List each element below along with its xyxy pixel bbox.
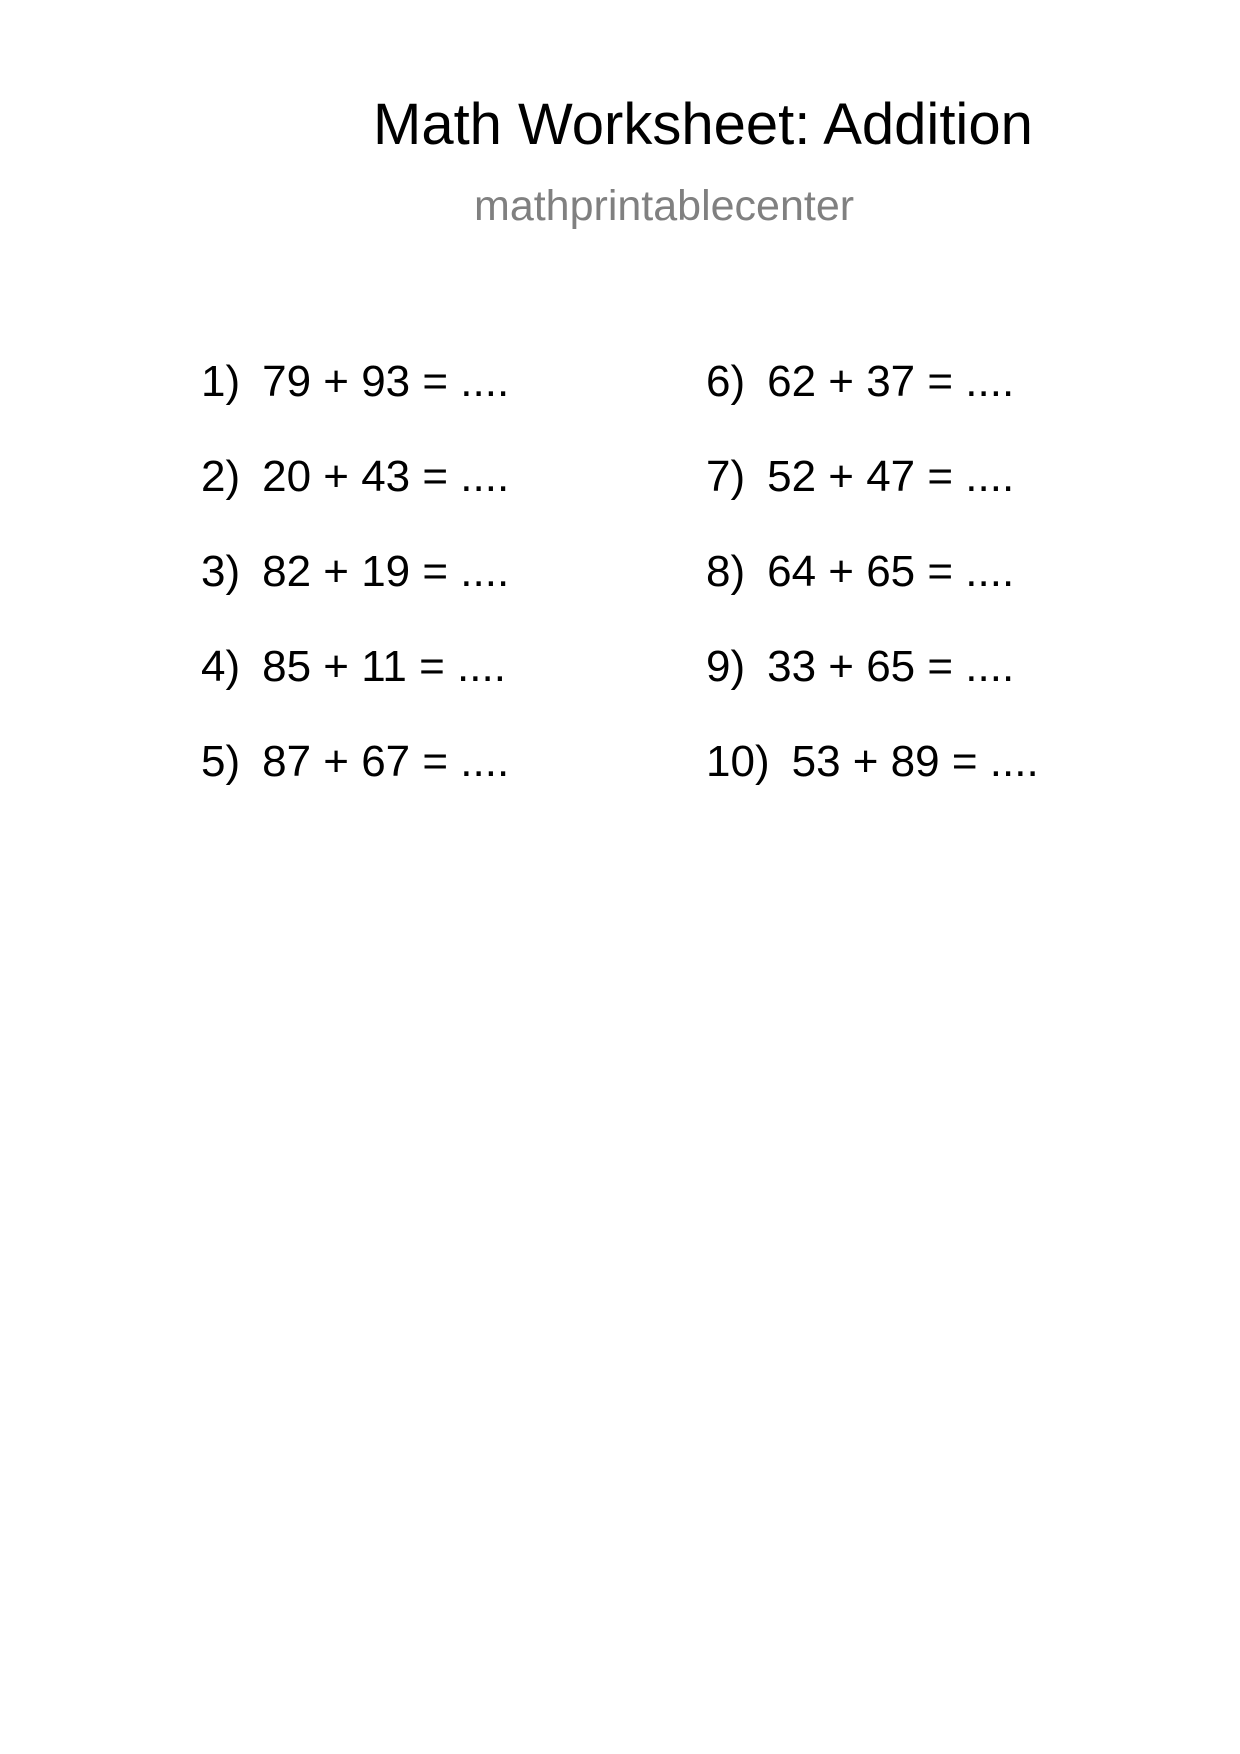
problem-expression: 85 + 11 = .... xyxy=(262,642,506,691)
problem-number: 7) xyxy=(706,452,746,501)
problem-item xyxy=(201,642,506,691)
problem-number: 3) xyxy=(201,547,241,596)
problem-item xyxy=(706,452,1015,501)
problem-expression: 53 + 89 = .... xyxy=(791,737,1039,786)
problem-expression: 64 + 65 = .... xyxy=(767,547,1015,596)
problem-item xyxy=(706,737,1039,786)
problem-number: 2) xyxy=(201,452,241,501)
problem-expression: 87 + 67 = .... xyxy=(262,737,510,786)
problem-item xyxy=(706,357,1015,406)
problem-item xyxy=(201,357,510,406)
problem-number: 4) xyxy=(201,642,241,691)
problem-number: 9) xyxy=(706,642,746,691)
problem-item xyxy=(201,737,510,786)
problem-expression: 62 + 37 = .... xyxy=(767,357,1015,406)
problem-item xyxy=(706,642,1015,691)
problem-number: 5) xyxy=(201,737,241,786)
page-title: Math Worksheet: Addition xyxy=(373,92,1033,157)
problem-number: 1) xyxy=(201,357,241,406)
page-subtitle: mathprintablecenter xyxy=(474,182,855,230)
problem-expression: 82 + 19 = .... xyxy=(262,547,510,596)
problem-item xyxy=(706,547,1015,596)
problem-number: 8) xyxy=(706,547,746,596)
problem-item xyxy=(201,452,510,501)
problem-number: 10) xyxy=(706,737,770,786)
problem-expression: 20 + 43 = .... xyxy=(262,452,510,501)
problem-item xyxy=(201,547,510,596)
problem-expression: 52 + 47 = .... xyxy=(767,452,1015,501)
problem-expression: 33 + 65 = .... xyxy=(767,642,1015,691)
problem-expression: 79 + 93 = .... xyxy=(262,357,510,406)
problem-number: 6) xyxy=(706,357,746,406)
